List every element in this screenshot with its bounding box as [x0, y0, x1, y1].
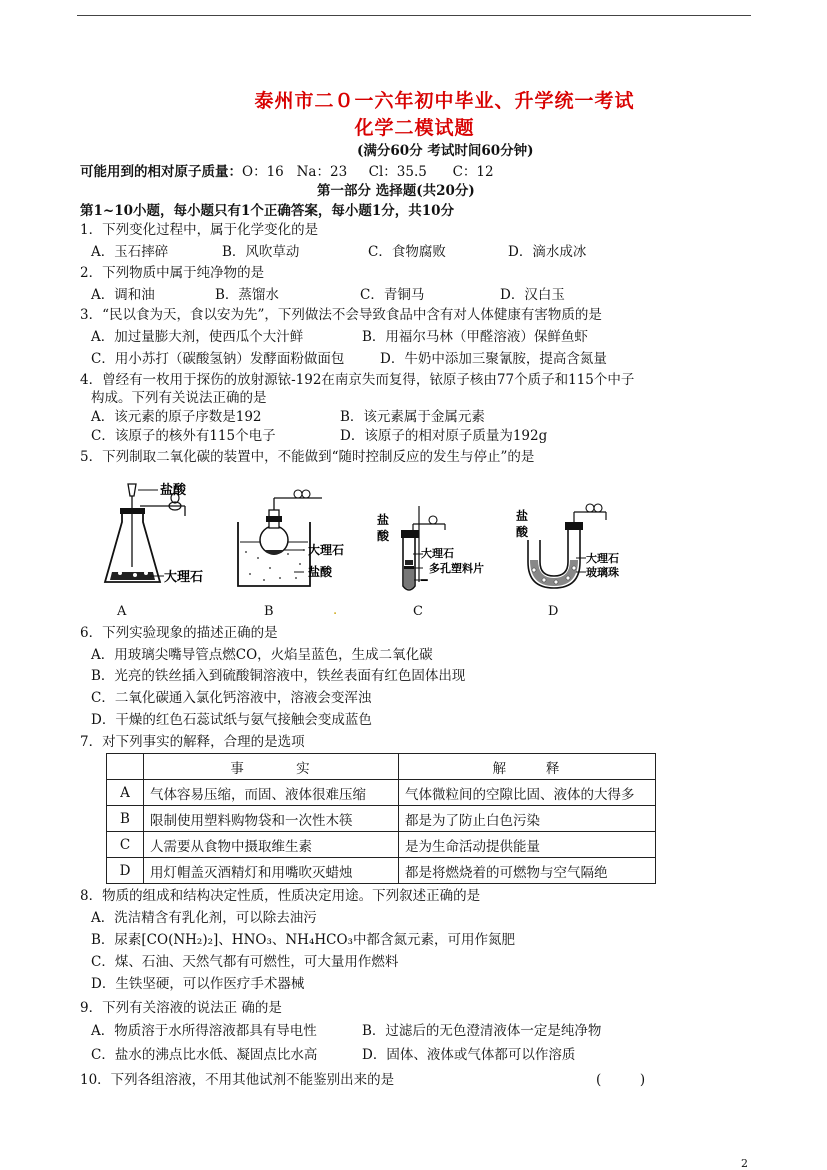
q2-stem: 2．下列物质中属于纯净物的是	[80, 265, 265, 281]
apparatus-d-letter: D	[548, 604, 559, 619]
q4-option-c: C．该原子的核外有115个电子	[91, 428, 276, 444]
q6-stem: 6．下列实验现象的描述正确的是	[80, 625, 278, 641]
row-explanation: 气体微粒间的空隙比固、液体的大得多	[399, 780, 656, 806]
q1-option-b: B．风吹草动	[222, 244, 300, 260]
row-key: B	[107, 806, 144, 832]
stray-dot: .	[333, 603, 338, 618]
header-rule	[77, 15, 751, 16]
apparatus-c-acid-label-2: 酸	[377, 529, 390, 543]
apparatus-a-solid-label: 大理石	[164, 570, 204, 585]
apparatus-c-letter: C	[413, 604, 423, 619]
part-heading: 第一部分 选择题(共20分)	[317, 183, 475, 199]
q2-option-c: C．青铜马	[360, 287, 425, 303]
q10-answer-bracket: ( )	[596, 1072, 646, 1088]
table-row	[107, 780, 656, 806]
exam-subtitle: 化学二模试题	[354, 117, 475, 139]
q8-option-a: A．洗洁精含有乳化剂，可以除去油污	[91, 910, 317, 926]
atomic-mass-values: O：16 Na：23 Cl：35.5 C：12	[242, 164, 494, 180]
row-fact: 人需要从食物中摄取维生素	[144, 832, 399, 858]
instructions: 第1~10小题，每小题只有1个正确答案，每小题1分，共10分	[80, 203, 455, 219]
q3-option-d: D．牛奶中添加三聚氰胺，提高含氮量	[380, 351, 607, 367]
q8-stem: 8．物质的组成和结构决定性质，性质决定用途。下列叙述正确的是	[80, 888, 481, 904]
q9-stem: 9．下列有关溶液的说法正 确的是	[80, 1000, 282, 1016]
row-fact: 限制使用塑料购物袋和一次性木筷	[144, 806, 399, 832]
table-header-explanation: 解 释	[399, 754, 656, 780]
exam-title: 泰州市二０一六年初中毕业、升学统一考试	[254, 90, 635, 112]
q5-stem: 5．下列制取二氧化碳的装置中，不能做到“随时控制反应的发生与停止”的是	[80, 449, 535, 465]
table-header-fact: 事 实	[144, 754, 399, 780]
q1-option-a: A．玉石摔碎	[91, 244, 169, 260]
row-explanation: 是为生命活动提供能量	[399, 832, 656, 858]
table-row	[107, 832, 656, 858]
q4-stem-2: 构成。下列有关说法正确的是	[91, 390, 267, 406]
q4-option-d: D．该原子的相对原子质量为192g	[340, 428, 548, 444]
q9-option-d: D．固体、液体或气体都可以作溶质	[362, 1047, 576, 1063]
row-fact: 气体容易压缩，而固、液体很难压缩	[144, 780, 399, 806]
atomic-mass-label: 可能用到的相对原子质量：	[80, 164, 242, 180]
q8-option-b: B．尿素[CO(NH₂)₂]、HNO₃、NH₄HCO₃中都含氮元素，可用作氮肥	[91, 932, 515, 948]
q2-option-a: A．调和油	[91, 287, 155, 303]
q4-option-b: B．该元素属于金属元素	[340, 409, 485, 425]
q3-option-a: A．加过量膨大剂，使西瓜个大汁鲜	[91, 329, 304, 345]
q2-option-b: B．蒸馏水	[215, 287, 279, 303]
apparatus-d-acid-label-2: 酸	[516, 525, 529, 539]
apparatus-c-figure	[373, 502, 503, 597]
q3-option-b: B．用福尔马林（甲醛溶液）保鲜鱼虾	[362, 329, 588, 345]
row-key: D	[107, 858, 144, 884]
apparatus-c-plate-label: 多孔塑料片	[429, 562, 484, 575]
apparatus-b-acid-label: 盐酸	[308, 565, 333, 579]
q1-option-c: C．食物腐败	[368, 244, 446, 260]
svg-text:━: ━	[421, 574, 428, 587]
q7-stem: 7．对下列事实的解释，合理的是选项	[80, 734, 305, 750]
q6-option-b: B．光亮的铁丝插入到硫酸铜溶液中，铁丝表面有红色固体出现	[91, 668, 466, 684]
apparatus-b-figure	[230, 488, 360, 593]
row-key: A	[107, 780, 144, 806]
row-explanation: 都是将燃烧着的可燃物与空气隔绝	[399, 858, 656, 884]
apparatus-b-letter: B	[264, 604, 274, 619]
q4-option-a: A．该元素的原子序数是192	[91, 409, 262, 425]
q10-stem: 10．下列各组溶液，不用其他试剂不能鉴别出来的是	[80, 1072, 395, 1088]
apparatus-d-acid-label-1: 盐	[516, 509, 529, 523]
apparatus-a-figure	[100, 472, 220, 597]
apparatus-a-letter: A	[117, 604, 127, 619]
q4-stem-1: 4．曾经有一枚用于探伤的放射源铱-192在南京失而复得，铱原子核由77个质子和115个中子	[80, 372, 635, 388]
page-number: 2	[741, 1157, 748, 1170]
q7-table	[106, 753, 656, 884]
row-explanation: 都是为了防止白色污染	[399, 806, 656, 832]
apparatus-a-acid-label: 盐酸	[160, 483, 187, 498]
q9-option-b: B．过滤后的无色澄清液体一定是纯净物	[362, 1023, 602, 1039]
row-fact: 用灯帽盖灭酒精灯和用嘴吹灭蜡烛	[144, 858, 399, 884]
table-row	[107, 858, 656, 884]
q8-option-c: C．煤、石油、天然气都有可燃性，可大量用作燃料	[91, 954, 399, 970]
q1-stem: 1．下列变化过程中，属于化学变化的是	[80, 222, 319, 238]
apparatus-d-beads-label: 玻璃珠	[586, 566, 619, 579]
q2-option-d: D．汉白玉	[500, 287, 565, 303]
apparatus-d-figure	[510, 500, 640, 595]
q6-option-d: D．干燥的红色石蕊试纸与氨气接触会变成蓝色	[91, 712, 372, 728]
score-line: (满分60分 考试时间60分钟)	[357, 143, 534, 159]
row-key: C	[107, 832, 144, 858]
q6-option-a: A．用玻璃尖嘴导管点燃CO，火焰呈蓝色，生成二氧化碳	[91, 647, 433, 663]
q9-option-a: A．物质溶于水所得溶液都具有导电性	[91, 1023, 317, 1039]
q6-option-c: C．二氧化碳通入氯化钙溶液中，溶液会变浑浊	[91, 690, 372, 706]
q3-stem: 3．“民以食为天，食以安为先”，下列做法不会导致食品中含有对人体健康有害物质的是	[80, 307, 602, 323]
apparatus-a-stopper-top	[128, 484, 136, 496]
apparatus-b-solid-label: 大理石	[308, 543, 345, 557]
q3-option-c: C．用小苏打（碳酸氢钠）发酵面粉做面包	[91, 351, 345, 367]
apparatus-c-acid-label-1: 盐	[377, 513, 390, 527]
q9-option-c: C．盐水的沸点比水低、凝固点比水高	[91, 1047, 318, 1063]
table-header-row	[107, 754, 656, 780]
apparatus-d-solid-label: 大理石	[586, 552, 619, 565]
apparatus-c-solid-label: 大理石	[421, 547, 454, 560]
atomic-mass-line	[80, 162, 494, 182]
table-row	[107, 806, 656, 832]
q1-option-d: D．滴水成冰	[508, 244, 587, 260]
q8-option-d: D．生铁坚硬，可以作医疗手术器械	[91, 976, 305, 992]
table-header-key	[107, 754, 144, 780]
